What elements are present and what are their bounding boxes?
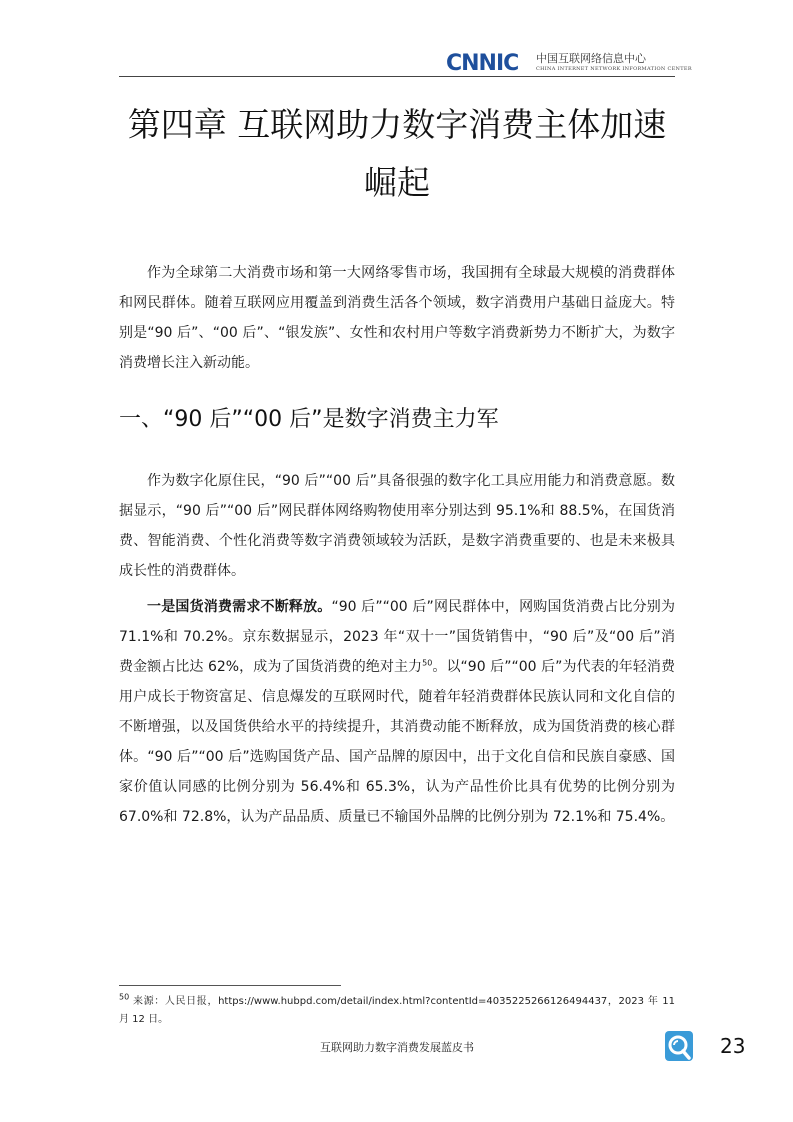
section-paragraph-1: 作为数字化原住民，“90 后”“00 后”具备很强的数字化工具应用能力和消费意愿。数据显示，“90 后”“00 后”网民群体网络购物使用率分别达到 95.1%和 88.5%，在国货消费、智能消费、个性化消费等数字消费领域较为活跃，是数字消费重要的、也是未来极具成长性的消费群体。 bbox=[119, 473, 675, 579]
footnote-rule bbox=[119, 985, 341, 986]
cnnic-logo-cn: 中国互联网络信息中心 bbox=[536, 52, 646, 65]
header-rule bbox=[119, 76, 675, 77]
footnote-text: 来源：人民日报，https://www.hubpd.com/detail/index.html?contentId=4035225266126494437，2023 年 11 月 12 日。 bbox=[119, 996, 675, 1025]
paragraph-text-a: “90 后”“00 后”网民群体中，网购国货消费占比分别为 71.1%和 70.2%。京东数据显示，2023 年“双十一”国货销售中，“90 后”及“00 后”消费金额占比达 62%，成为了国货消费的绝对主力 bbox=[119, 599, 675, 675]
cnnic-logo-en: CHINA INTERNET NETWORK INFORMATION CENTER bbox=[536, 66, 692, 72]
header-logo bbox=[446, 51, 692, 76]
footnote bbox=[119, 993, 675, 1029]
section-heading: 一、“90 后”“00 后”是数字消费主力军 bbox=[119, 407, 499, 432]
magnifier-logo-icon bbox=[664, 1030, 694, 1062]
chapter-title: 第四章 互联网助力数字消费主体加速崛起 bbox=[127, 105, 667, 202]
footnote-ref[interactable]: 50 bbox=[422, 658, 433, 668]
intro-paragraph: 作为全球第二大消费市场和第一大网络零售市场，我国拥有全球最大规模的消费群体和网民群体。随着互联网应用覆盖到消费生活各个领域，数字消费用户基础日益庞大。特别是“90 后”、“00 后”、“银发族”、女性和农村用户等数字消费新势力不断扩大，为数字消费增长注入新动能。 bbox=[119, 265, 675, 371]
paragraph-text-b: 。以“90 后”“00 后”为代表的年轻消费用户成长于物资富足、信息爆发的互联网时代，随着年轻消费群体民族认同和文化自信的不断增强，以及国货供给水平的持续提升，其消费动能不断释放，成为国货消费的核心群体。“90 后”“00 后”选购国货产品、国产品牌的原因中，出于文化自信和民族自豪感、国家价值认同感的比例分别为 56.4%和 65.3%，认为产品性价比具有优势的比例分别为 67.0%和 72.8%，认为产品品质、质量已不输国外品牌的比例分别为 72.1%和 75.4%。 bbox=[119, 659, 675, 825]
page-number: 23 bbox=[720, 1034, 746, 1058]
section-paragraph-2 bbox=[119, 592, 675, 832]
footer-title: 互联网助力数字消费发展蓝皮书 bbox=[320, 1041, 474, 1054]
cnnic-logo-mark: CNNIC bbox=[446, 51, 519, 76]
footnote-number: 50 bbox=[119, 992, 130, 1002]
paragraph-lead: 一是国货消费需求不断释放。 bbox=[147, 599, 332, 615]
